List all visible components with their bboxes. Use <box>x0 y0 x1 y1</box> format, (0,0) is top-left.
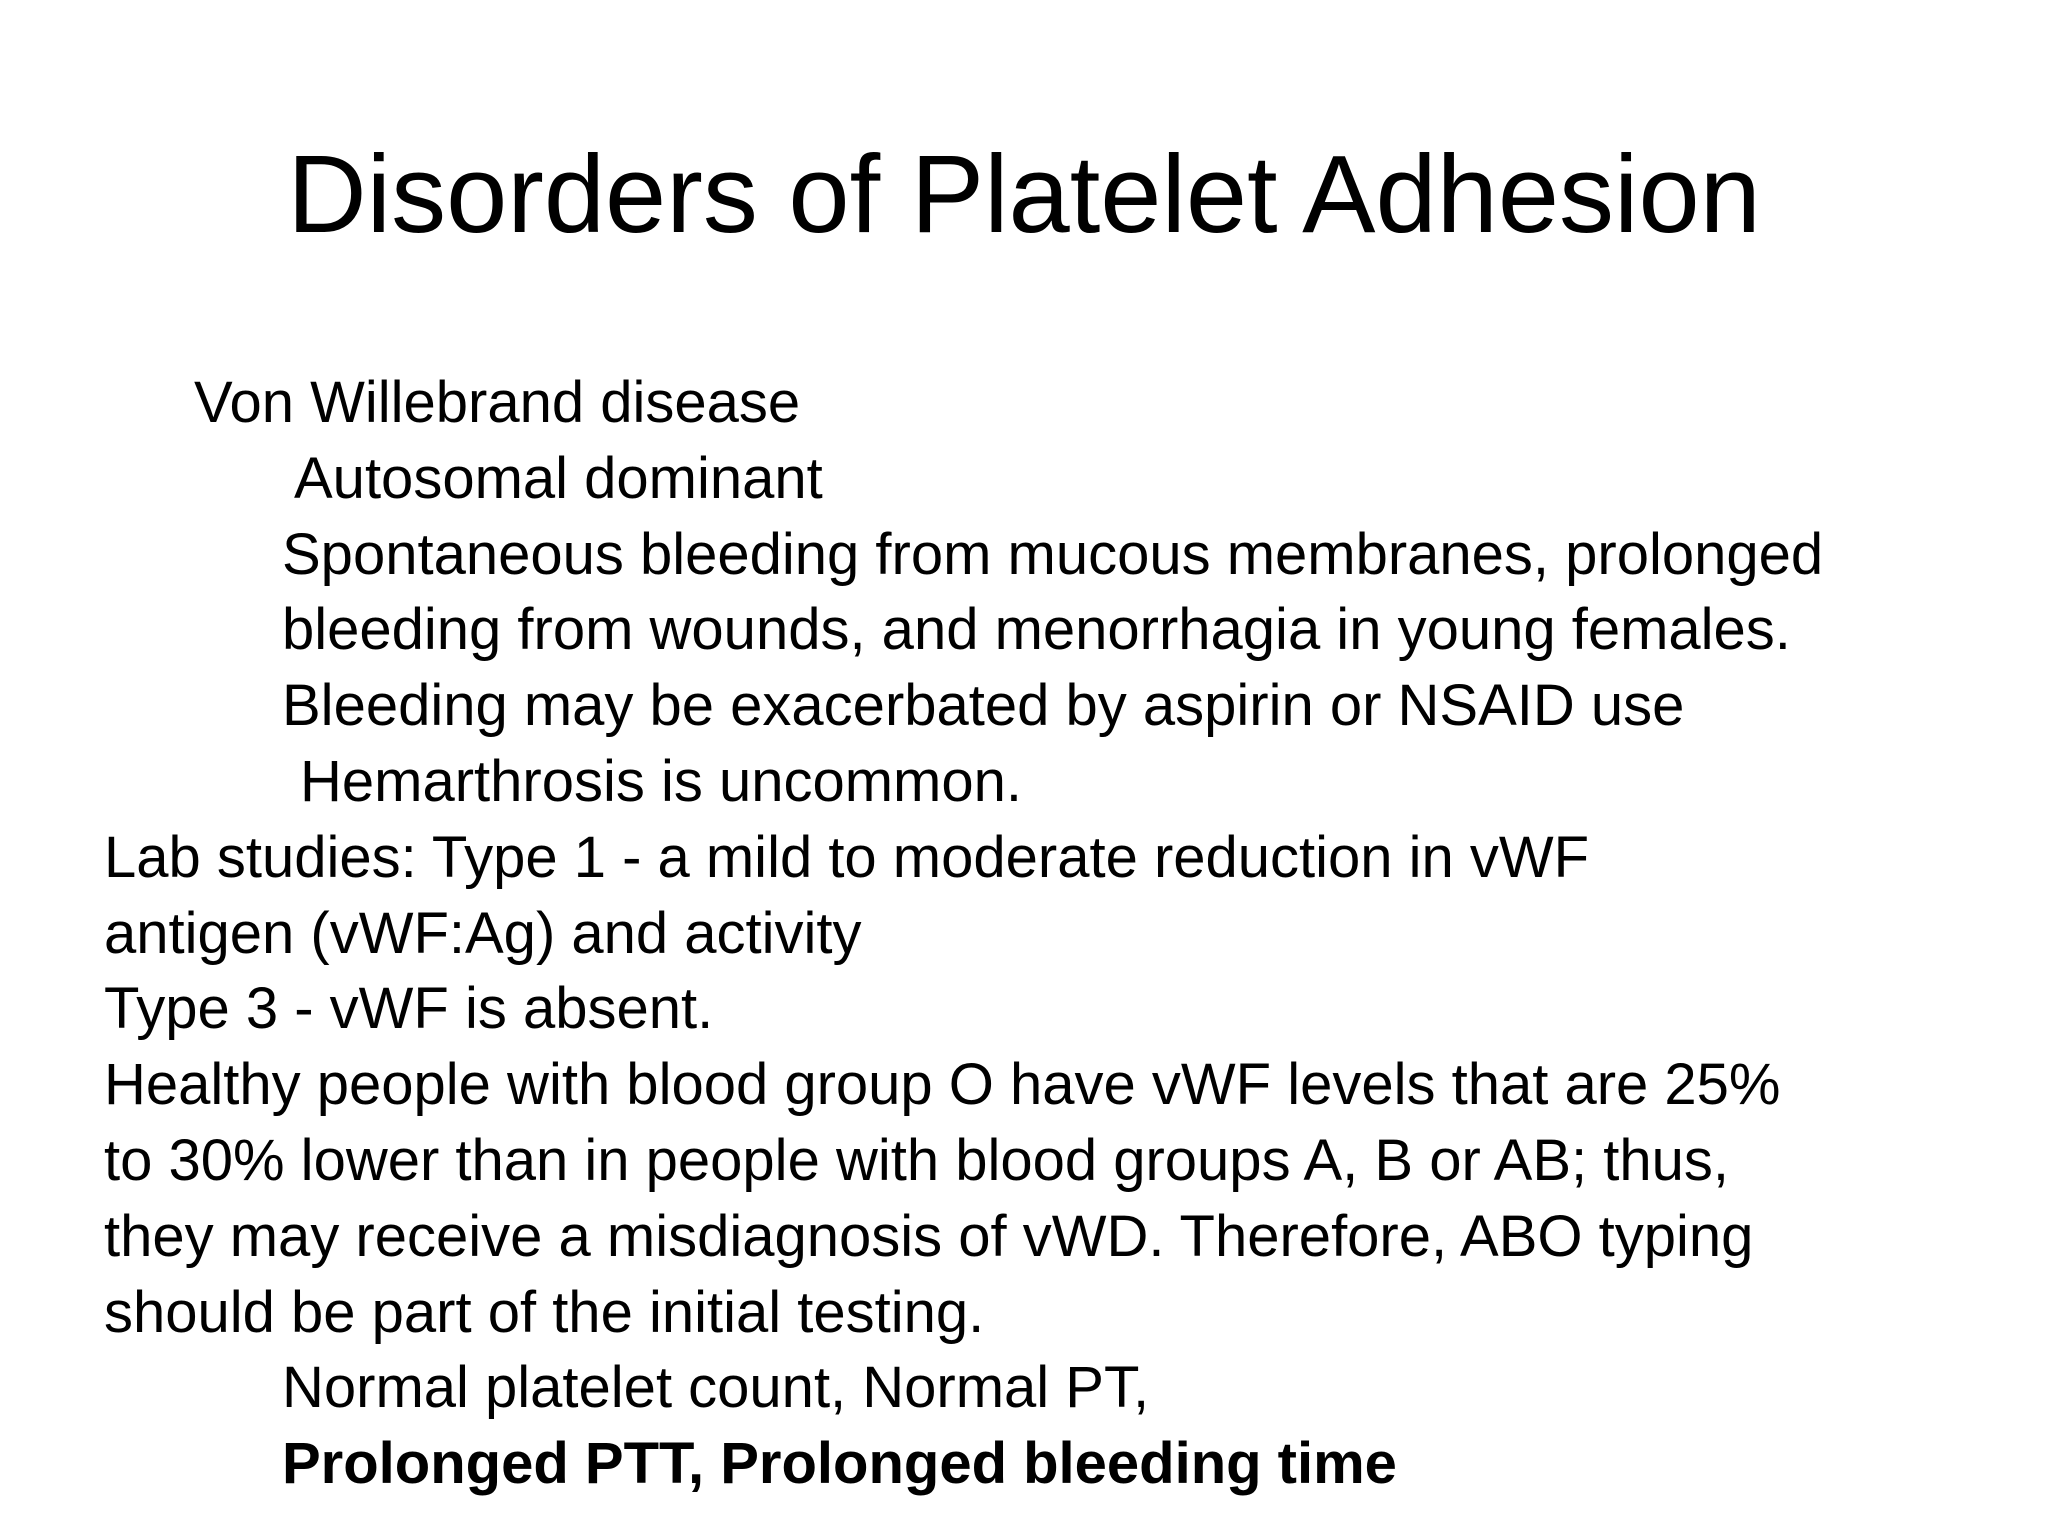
body-line: should be part of the initial testing. <box>104 1280 985 1345</box>
body-line: Von Willebrand disease <box>194 370 801 435</box>
body-line: Hemarthrosis is uncommon. <box>300 749 1022 814</box>
body-line-bold: Prolonged PTT, Prolonged bleeding time <box>282 1431 1397 1496</box>
body-line: Autosomal dominant <box>294 446 823 511</box>
body-line: Bleeding may be exacerbated by aspirin or NSAID use <box>282 673 1685 738</box>
body-line: antigen (vWF:Ag) and activity <box>104 901 862 966</box>
body-line: Type 3 - vWF is absent. <box>104 976 714 1041</box>
body-line: Healthy people with blood group O have vWF levels that are 25% <box>104 1052 1781 1117</box>
body-line: they may receive a misdiagnosis of vWD. Therefore, ABO typing <box>104 1204 1754 1269</box>
body-line: Normal platelet count, Normal PT, <box>282 1355 1150 1420</box>
body-line: to 30% lower than in people with blood groups A, B or AB; thus, <box>104 1128 1730 1193</box>
body-line: Spontaneous bleeding from mucous membranes, prolonged <box>282 522 1824 587</box>
body-line: Lab studies: Type 1 - a mild to moderate reduction in vWF <box>104 825 1590 890</box>
slide-title: Disorders of Platelet Adhesion <box>287 133 1761 256</box>
body-line: bleeding from wounds, and menorrhagia in young females. <box>282 597 1791 662</box>
